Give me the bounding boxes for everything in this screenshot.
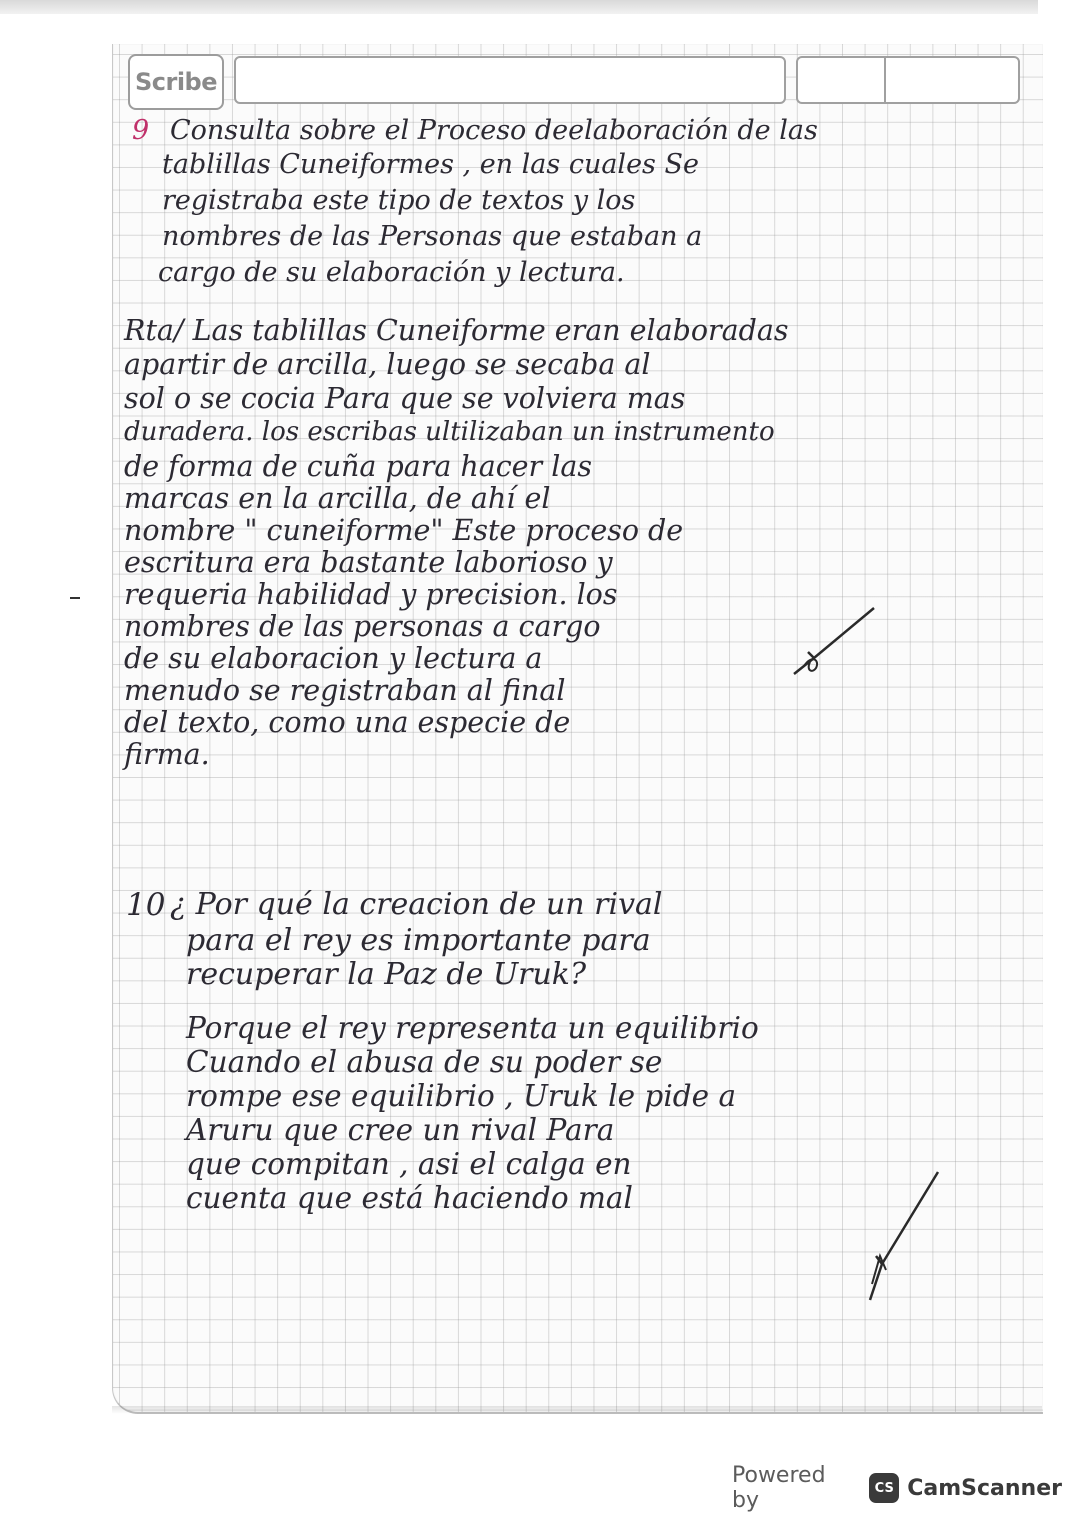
camscanner-logo-icon: CS xyxy=(869,1473,899,1503)
answer-line: nombre " cuneiforme" Este proceso de xyxy=(124,514,684,547)
answer-line: que compitan , asi el calga en xyxy=(186,1147,632,1181)
answer-line: menudo se registraban al final xyxy=(124,674,566,707)
question-line: tablillas Cuneiformes , en las cuales Se xyxy=(162,149,699,180)
page-header xyxy=(128,54,1040,108)
answer-line: de forma de cuña para hacer las xyxy=(124,450,592,483)
question-number: 10 xyxy=(126,887,166,923)
brand-name: Scribe xyxy=(134,68,218,96)
answer-line: apartir de arcilla, luego se secaba al xyxy=(124,348,651,381)
answer-line: del texto, como una especie de xyxy=(124,706,571,739)
answer-line: rompe ese equilibrio , Uruk le pide a xyxy=(186,1079,737,1113)
date-field-left xyxy=(796,56,884,104)
answer-line: requeria habilidad y precision. los xyxy=(124,578,618,611)
answer-line: nombres de las personas a cargo xyxy=(124,610,601,643)
question-line: Consulta sobre el Proceso deelaboración de las xyxy=(170,115,818,146)
answer-line: cuenta que está haciendo mal xyxy=(186,1181,633,1215)
answer-line: duradera. los escribas ultilizaban un instrumento xyxy=(124,417,775,447)
question-line: para el rey es importante para xyxy=(186,923,651,958)
scribe-logo xyxy=(128,54,224,110)
answer-line: marcas en la arcilla, de ahí el xyxy=(124,482,551,515)
question-line: cargo de su elaboración y lectura. xyxy=(158,257,625,288)
answer-line: Porque el rey representa un equilibrio xyxy=(186,1011,759,1045)
answer-line: sol o se cocia Para que se volviera mas xyxy=(124,382,686,415)
question-line: nombres de las Personas que estaban a xyxy=(162,221,703,252)
page-bottom-shadow xyxy=(112,1406,1042,1414)
question-line: ¿ Por qué la creacion de un rival xyxy=(170,887,663,922)
title-field xyxy=(234,56,786,104)
answer-line: de su elaboracion y lectura a xyxy=(124,642,543,675)
answer-line: Aruru que cree un rival Para xyxy=(186,1113,615,1147)
camscanner-name: CamScanner xyxy=(907,1475,1062,1501)
question-line: registraba este tipo de textos y los xyxy=(162,185,636,216)
answer-line: Cuando el abusa de su poder se xyxy=(186,1045,663,1079)
date-field-right xyxy=(884,56,1020,104)
scan-right-margin xyxy=(1038,0,1080,1440)
camscanner-watermark xyxy=(732,1463,1062,1513)
answer-line: escritura era bastante laborioso y xyxy=(124,546,613,579)
answer-line: Rta/ Las tablillas Cuneiforme eran elaboradas xyxy=(124,314,789,347)
camscanner-badge xyxy=(869,1473,1062,1503)
scan-top-edge xyxy=(0,0,1080,14)
powered-by-text: Powered by xyxy=(732,1463,826,1513)
question-line: recuperar la Paz de Uruk? xyxy=(186,957,587,992)
question-number: 9 xyxy=(132,115,150,146)
answer-line: firma. xyxy=(124,738,210,771)
margin-dash-mark xyxy=(70,597,80,599)
